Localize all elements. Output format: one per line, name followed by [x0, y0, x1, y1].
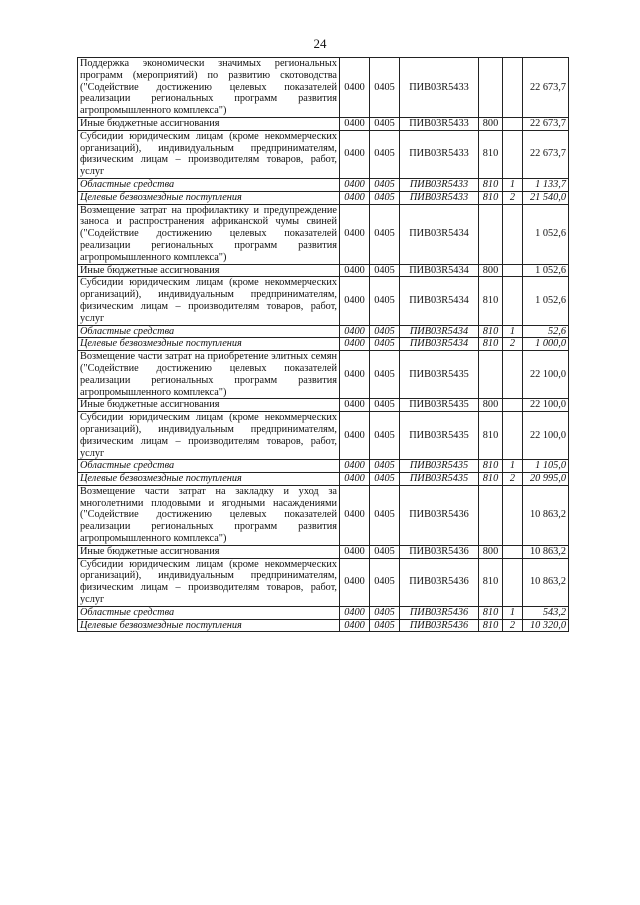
row-section-cell: 0400	[340, 545, 370, 558]
row-section-cell: 0400	[340, 460, 370, 473]
row-section-cell: 0400	[340, 178, 370, 191]
row-subsection-cell: 0405	[370, 412, 400, 460]
row-sum-cell: 1 133,7	[523, 178, 569, 191]
row-expense-type-cell: 810	[479, 338, 503, 351]
row-subsection-cell: 0405	[370, 58, 400, 118]
row-sum-cell: 10 320,0	[523, 619, 569, 632]
row-section-cell: 0400	[340, 351, 370, 399]
row-source-cell: 2	[503, 191, 523, 204]
table-row	[78, 460, 569, 473]
row-expense-type-cell: 810	[479, 178, 503, 191]
row-target-article-cell: ПИВ03R5433	[400, 191, 479, 204]
row-target-article-cell: ПИВ03R5433	[400, 58, 479, 118]
row-target-article-cell: ПИВ03R5435	[400, 399, 479, 412]
row-expense-type-cell: 810	[479, 191, 503, 204]
table-row	[78, 473, 569, 486]
row-sum-cell: 20 995,0	[523, 473, 569, 486]
row-subsection-cell: 0405	[370, 399, 400, 412]
row-expense-type-cell	[479, 351, 503, 399]
row-sum-cell: 22 100,0	[523, 412, 569, 460]
row-name-cell: Субсидии юридическим лицам (кроме некоммерческих организаций), индивидуальным предпринимателям, физическим лицам – производителям товаров, работ, услуг	[78, 130, 340, 178]
row-sum-cell: 22 100,0	[523, 351, 569, 399]
row-sum-cell: 10 863,2	[523, 485, 569, 545]
row-section-cell: 0400	[340, 191, 370, 204]
row-section-cell: 0400	[340, 130, 370, 178]
row-section-cell: 0400	[340, 606, 370, 619]
row-source-cell	[503, 351, 523, 399]
row-name-cell: Субсидии юридическим лицам (кроме некоммерческих организаций), индивидуальным предпринимателям, физическим лицам – производителям товаров, работ, услуг	[78, 277, 340, 325]
row-sum-cell: 22 673,7	[523, 117, 569, 130]
row-target-article-cell: ПИВ03R5435	[400, 473, 479, 486]
row-source-cell	[503, 277, 523, 325]
row-sum-cell: 10 863,2	[523, 558, 569, 606]
row-name-cell: Субсидии юридическим лицам (кроме некоммерческих организаций), индивидуальным предпринимателям, физическим лицам – производителям товаров, работ, услуг	[78, 412, 340, 460]
row-source-cell: 1	[503, 325, 523, 338]
row-sum-cell: 1 052,6	[523, 204, 569, 264]
row-section-cell: 0400	[340, 338, 370, 351]
row-expense-type-cell: 810	[479, 325, 503, 338]
row-expense-type-cell	[479, 485, 503, 545]
row-sum-cell: 10 863,2	[523, 545, 569, 558]
row-source-cell: 1	[503, 460, 523, 473]
row-expense-type-cell: 800	[479, 117, 503, 130]
row-expense-type-cell	[479, 58, 503, 118]
row-expense-type-cell	[479, 204, 503, 264]
row-sum-cell: 22 100,0	[523, 399, 569, 412]
row-sum-cell: 1 105,0	[523, 460, 569, 473]
row-name-cell: Областные средства	[78, 460, 340, 473]
row-sum-cell: 543,2	[523, 606, 569, 619]
row-name-cell: Целевые безвозмездные поступления	[78, 473, 340, 486]
table-row	[78, 558, 569, 606]
table-row	[78, 338, 569, 351]
row-sum-cell: 22 673,7	[523, 130, 569, 178]
table-row	[78, 606, 569, 619]
table-row	[78, 264, 569, 277]
row-target-article-cell: ПИВ03R5434	[400, 264, 479, 277]
row-target-article-cell: ПИВ03R5434	[400, 338, 479, 351]
page-number: 24	[313, 36, 327, 51]
row-target-article-cell: ПИВ03R5435	[400, 412, 479, 460]
row-name-cell: Возмещение затрат на профилактику и предупреждение заноса и распространения африканской чумы свиней ("Содействие достижению целевых показателей реализации региональных программ развития агропромышленного комплекса")	[78, 204, 340, 264]
row-sum-cell: 52,6	[523, 325, 569, 338]
row-subsection-cell: 0405	[370, 606, 400, 619]
row-expense-type-cell: 800	[479, 264, 503, 277]
row-expense-type-cell: 800	[479, 545, 503, 558]
row-name-cell: Областные средства	[78, 325, 340, 338]
row-sum-cell: 1 052,6	[523, 264, 569, 277]
row-target-article-cell: ПИВ03R5436	[400, 619, 479, 632]
row-section-cell: 0400	[340, 412, 370, 460]
row-source-cell	[503, 558, 523, 606]
row-sum-cell: 21 540,0	[523, 191, 569, 204]
row-source-cell	[503, 204, 523, 264]
table-row	[78, 130, 569, 178]
row-subsection-cell: 0405	[370, 191, 400, 204]
row-name-cell: Иные бюджетные ассигнования	[78, 399, 340, 412]
row-source-cell	[503, 485, 523, 545]
table-row	[78, 204, 569, 264]
row-target-article-cell: ПИВ03R5436	[400, 606, 479, 619]
row-source-cell	[503, 130, 523, 178]
row-section-cell: 0400	[340, 399, 370, 412]
row-source-cell: 1	[503, 178, 523, 191]
row-section-cell: 0400	[340, 277, 370, 325]
table-row	[78, 58, 569, 118]
row-name-cell: Иные бюджетные ассигнования	[78, 545, 340, 558]
row-target-article-cell: ПИВ03R5434	[400, 204, 479, 264]
row-name-cell: Возмещение части затрат на приобретение элитных семян ("Содействие достижению целевых показателей реализации региональных программ развития агропромышленного комплекса")	[78, 351, 340, 399]
row-section-cell: 0400	[340, 485, 370, 545]
row-target-article-cell: ПИВ03R5436	[400, 485, 479, 545]
row-source-cell: 2	[503, 619, 523, 632]
row-expense-type-cell: 810	[479, 130, 503, 178]
row-name-cell: Субсидии юридическим лицам (кроме некоммерческих организаций), индивидуальным предпринимателям, физическим лицам – производителям товаров, работ, услуг	[78, 558, 340, 606]
row-subsection-cell: 0405	[370, 545, 400, 558]
row-source-cell	[503, 58, 523, 118]
row-section-cell: 0400	[340, 117, 370, 130]
table-row	[78, 117, 569, 130]
row-expense-type-cell: 800	[479, 399, 503, 412]
row-target-article-cell: ПИВ03R5434	[400, 325, 479, 338]
row-name-cell: Областные средства	[78, 178, 340, 191]
row-section-cell: 0400	[340, 558, 370, 606]
row-target-article-cell: ПИВ03R5434	[400, 277, 479, 325]
row-section-cell: 0400	[340, 204, 370, 264]
row-expense-type-cell: 810	[479, 606, 503, 619]
table-row	[78, 399, 569, 412]
row-name-cell: Поддержка экономически значимых региональных программ (мероприятий) по развитию скотоводства ("Содействие достижению целевых показателей реализации региональных программ развития агропромышленного комплекса")	[78, 58, 340, 118]
table-row	[78, 619, 569, 632]
table-row	[78, 325, 569, 338]
budget-table-body	[78, 58, 569, 632]
row-name-cell: Целевые безвозмездные поступления	[78, 338, 340, 351]
row-target-article-cell: ПИВ03R5436	[400, 545, 479, 558]
budget-table	[77, 57, 569, 632]
table-row	[78, 412, 569, 460]
table-row	[78, 545, 569, 558]
row-subsection-cell: 0405	[370, 204, 400, 264]
row-subsection-cell: 0405	[370, 473, 400, 486]
row-subsection-cell: 0405	[370, 338, 400, 351]
row-expense-type-cell: 810	[479, 619, 503, 632]
row-target-article-cell: ПИВ03R5435	[400, 460, 479, 473]
row-expense-type-cell: 810	[479, 558, 503, 606]
row-section-cell: 0400	[340, 264, 370, 277]
row-target-article-cell: ПИВ03R5436	[400, 558, 479, 606]
row-source-cell	[503, 412, 523, 460]
row-target-article-cell: ПИВ03R5435	[400, 351, 479, 399]
row-section-cell: 0400	[340, 325, 370, 338]
row-source-cell	[503, 399, 523, 412]
row-section-cell: 0400	[340, 473, 370, 486]
row-name-cell: Целевые безвозмездные поступления	[78, 191, 340, 204]
row-subsection-cell: 0405	[370, 277, 400, 325]
row-target-article-cell: ПИВ03R5433	[400, 117, 479, 130]
row-source-cell: 2	[503, 473, 523, 486]
row-source-cell	[503, 117, 523, 130]
row-subsection-cell: 0405	[370, 485, 400, 545]
row-sum-cell: 1 052,6	[523, 277, 569, 325]
row-subsection-cell: 0405	[370, 558, 400, 606]
row-expense-type-cell: 810	[479, 460, 503, 473]
row-source-cell: 2	[503, 338, 523, 351]
row-source-cell	[503, 264, 523, 277]
row-subsection-cell: 0405	[370, 117, 400, 130]
row-subsection-cell: 0405	[370, 351, 400, 399]
row-name-cell: Иные бюджетные ассигнования	[78, 264, 340, 277]
row-sum-cell: 22 673,7	[523, 58, 569, 118]
table-row	[78, 191, 569, 204]
row-name-cell: Иные бюджетные ассигнования	[78, 117, 340, 130]
row-subsection-cell: 0405	[370, 460, 400, 473]
row-name-cell: Возмещение части затрат на закладку и уход за многолетними плодовыми и ягодными насаждениями ("Содействие достижению целевых показателей реализации региональных программ развития агропромышленного комплекса")	[78, 485, 340, 545]
row-section-cell: 0400	[340, 58, 370, 118]
row-target-article-cell: ПИВ03R5433	[400, 178, 479, 191]
table-row	[78, 485, 569, 545]
row-expense-type-cell: 810	[479, 473, 503, 486]
row-subsection-cell: 0405	[370, 325, 400, 338]
row-subsection-cell: 0405	[370, 264, 400, 277]
row-subsection-cell: 0405	[370, 619, 400, 632]
row-section-cell: 0400	[340, 619, 370, 632]
row-expense-type-cell: 810	[479, 277, 503, 325]
table-row	[78, 277, 569, 325]
row-name-cell: Целевые безвозмездные поступления	[78, 619, 340, 632]
table-row	[78, 178, 569, 191]
row-source-cell	[503, 545, 523, 558]
row-subsection-cell: 0405	[370, 130, 400, 178]
row-sum-cell: 1 000,0	[523, 338, 569, 351]
table-row	[78, 351, 569, 399]
row-source-cell: 1	[503, 606, 523, 619]
row-subsection-cell: 0405	[370, 178, 400, 191]
row-expense-type-cell: 810	[479, 412, 503, 460]
row-name-cell: Областные средства	[78, 606, 340, 619]
row-target-article-cell: ПИВ03R5433	[400, 130, 479, 178]
